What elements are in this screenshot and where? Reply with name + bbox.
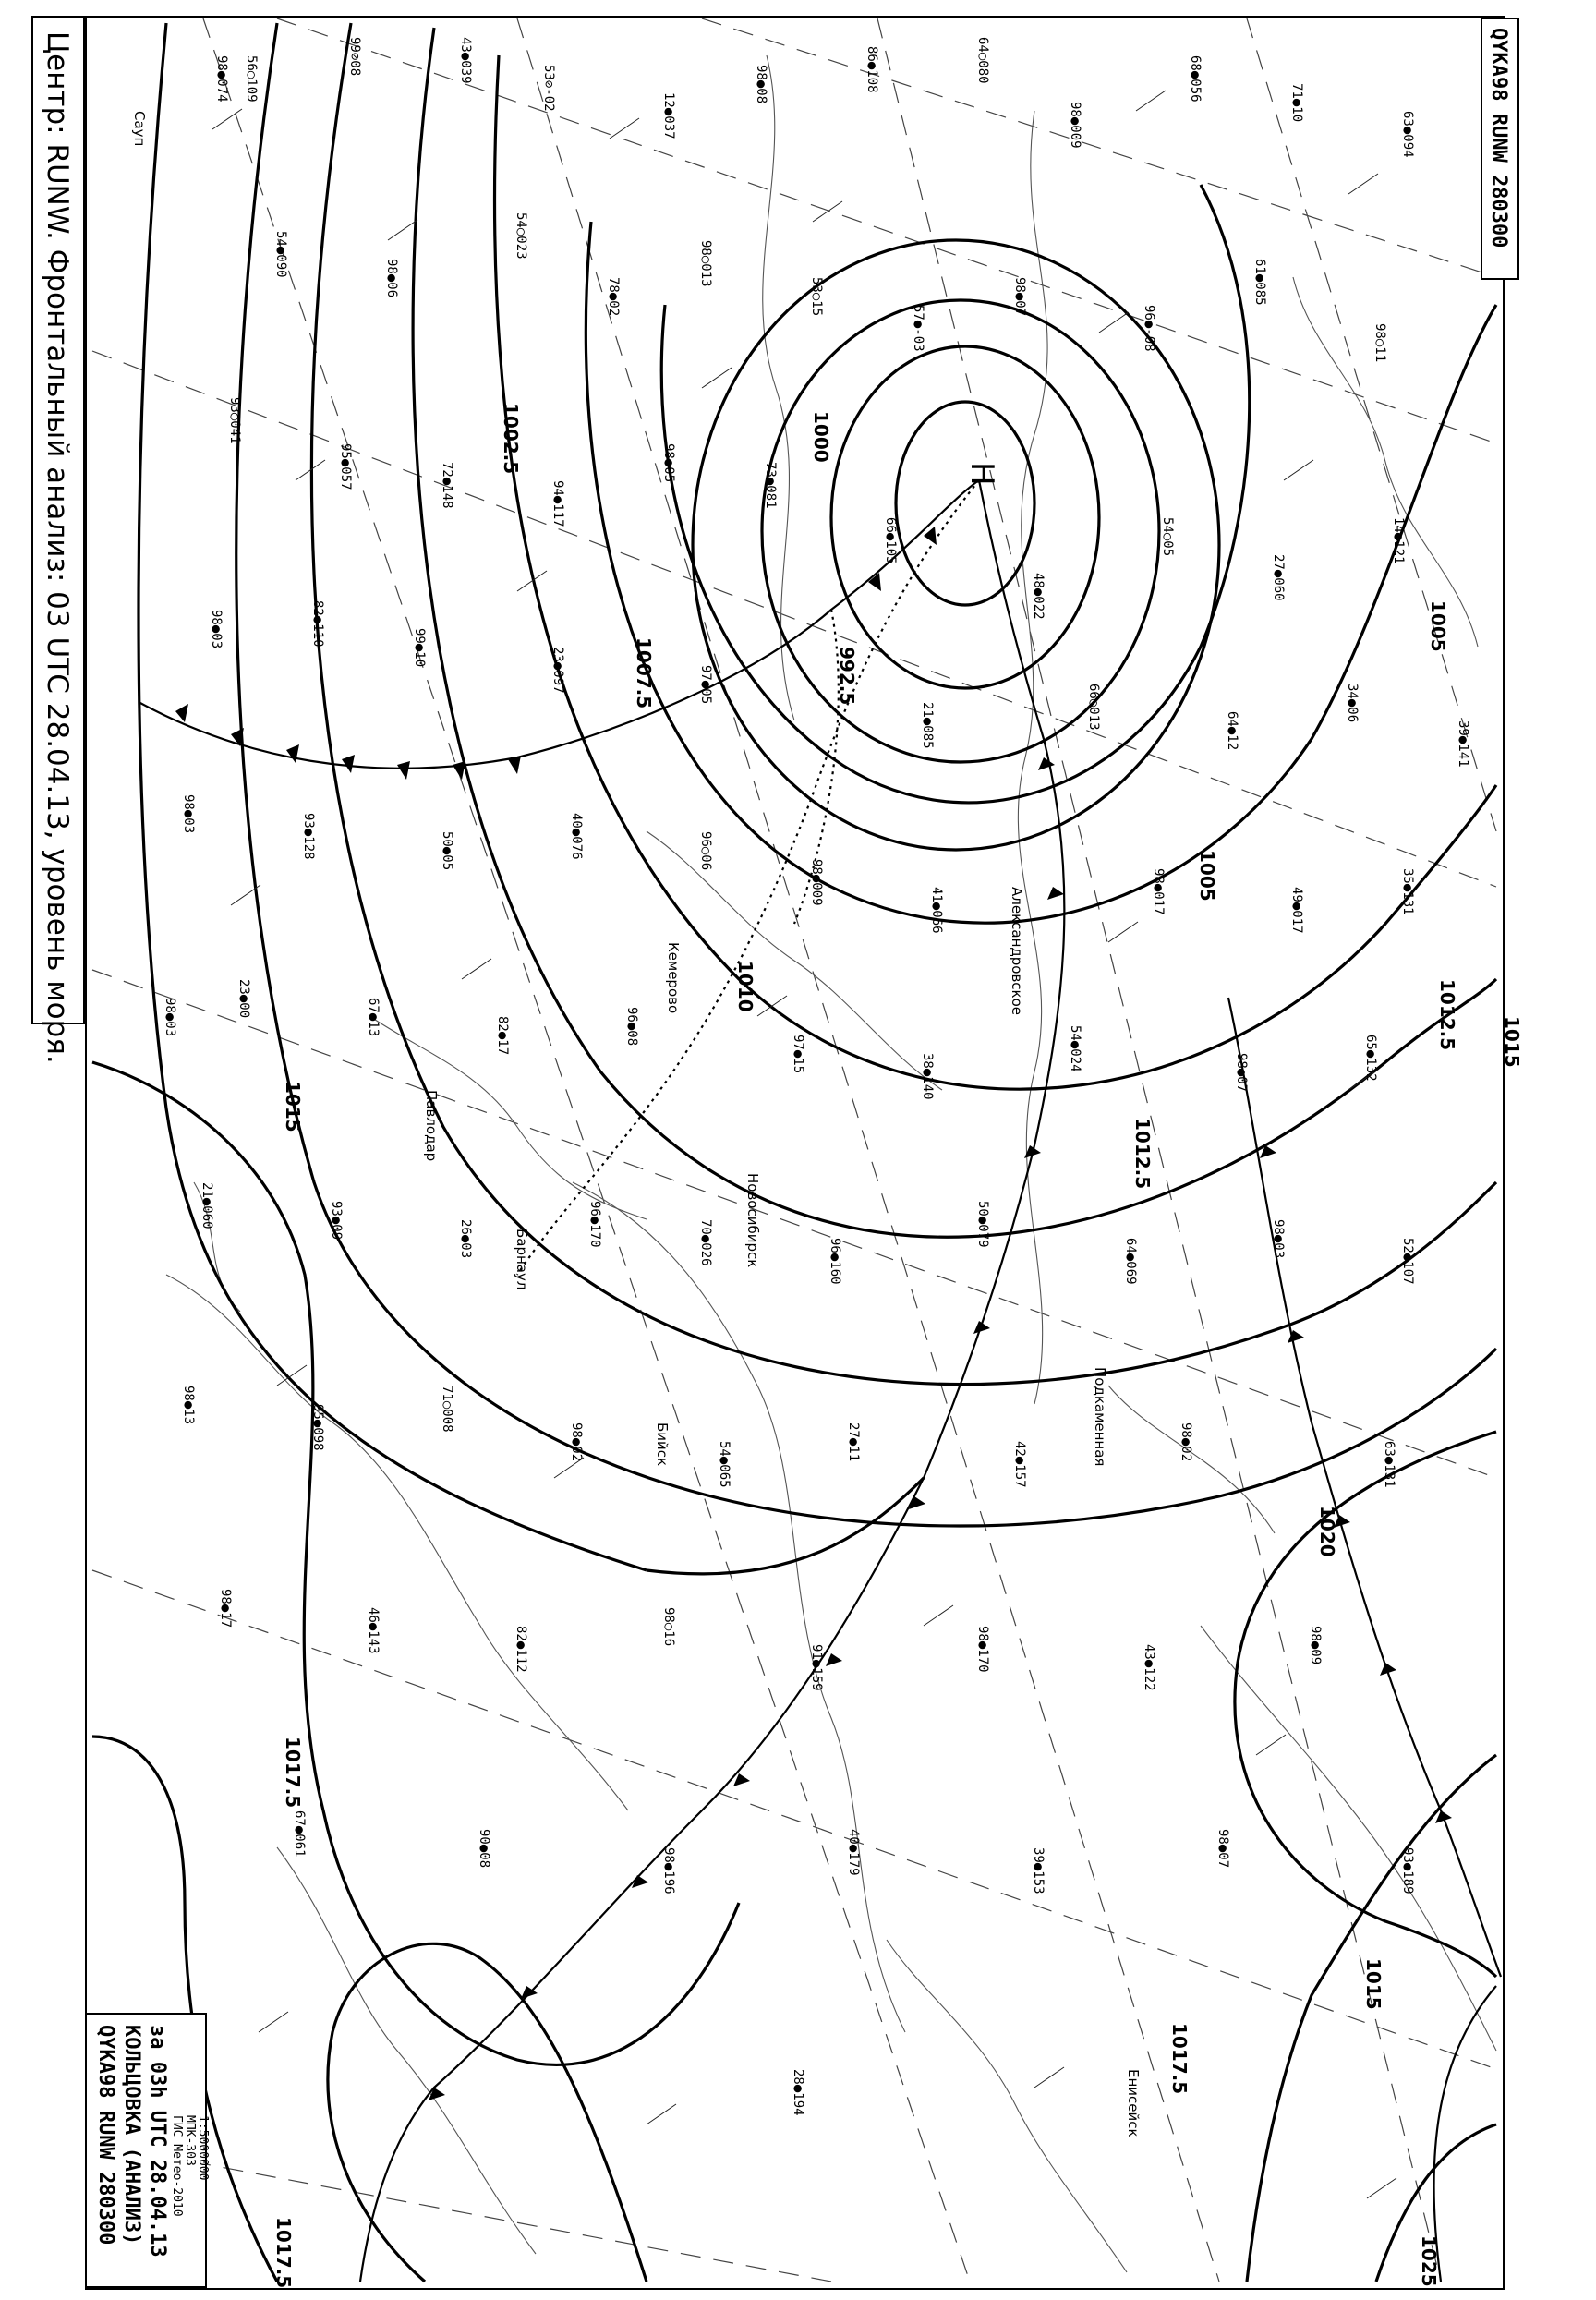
station-plot: 14●121 xyxy=(1391,517,1406,564)
isobar-label: 1002.5 xyxy=(500,403,522,475)
isobar-label: 1000 xyxy=(810,411,832,463)
station-plot: 23●00 xyxy=(236,979,251,1019)
station-plot: 98●05 xyxy=(661,443,676,483)
station-plot: 50●079 xyxy=(975,1201,990,1248)
station-plot: 98●09 xyxy=(1308,1626,1323,1665)
station-plot: 98●170 xyxy=(975,1626,990,1673)
station-plot: 63●094 xyxy=(1400,111,1415,158)
station-plot: 78●02 xyxy=(606,277,621,317)
station-plot: 98○013 xyxy=(698,240,713,287)
station-plot: 97●15 xyxy=(791,1035,805,1074)
station-plot: 70●026 xyxy=(698,1219,713,1266)
station-plot: 71○008 xyxy=(440,1386,454,1433)
station-plot: 67●061 xyxy=(292,1810,307,1858)
station-plot: 40●179 xyxy=(846,1829,861,1876)
station-plot: 43●122 xyxy=(1142,1644,1156,1691)
station-plot: 93●189 xyxy=(1400,1847,1415,1894)
station-plot: 98●03 xyxy=(1271,1219,1286,1259)
isobar-label: 1012.5 xyxy=(1436,979,1458,1051)
station-plot: 66●105 xyxy=(883,517,898,564)
stamp-line-2: КОЛЬЦОВКА (АНАЛИЗ) xyxy=(120,2025,143,2246)
station-plot: 93○041 xyxy=(227,397,242,444)
station-plot: 95●098 xyxy=(310,1404,325,1451)
station-plot: 64○080 xyxy=(975,37,990,84)
station-plot: 64●12 xyxy=(1225,711,1239,751)
station-plot: 98●03 xyxy=(163,998,177,1037)
header-code-box xyxy=(1481,18,1518,279)
header-code: QYKA98 RUNW 280300 xyxy=(1487,28,1510,248)
station-plot: 73●081 xyxy=(763,462,778,509)
station-plot: 52●107 xyxy=(1400,1238,1415,1285)
station-plot: 27●11 xyxy=(846,1422,861,1462)
station-plot: 54●065 xyxy=(717,1441,732,1488)
station-plot: 82●17 xyxy=(495,1016,510,1056)
station-plot: 34●06 xyxy=(1345,684,1360,723)
isobar-label: 1012.5 xyxy=(1131,1118,1154,1190)
station-plot: 96●-08 xyxy=(1142,305,1156,352)
station-plot: 61●085 xyxy=(1252,259,1267,306)
place-name: Кемерово xyxy=(665,942,682,1014)
station-plot: 99⊘08 xyxy=(347,37,362,77)
station-plot: 65●132 xyxy=(1363,1035,1378,1082)
station-plot: 53⊘-02 xyxy=(541,65,556,112)
station-plot: 98●074 xyxy=(214,55,229,103)
station-plot: 72●148 xyxy=(440,462,454,509)
station-plot: 38●140 xyxy=(920,1053,935,1100)
station-plot: 56○109 xyxy=(244,55,259,103)
station-plot: 98●06 xyxy=(384,259,399,298)
stamp-box xyxy=(86,2014,210,2287)
stamp-line-4: ГИС Метео-2010 xyxy=(170,2115,184,2217)
station-plot: 39●141 xyxy=(1456,720,1470,768)
isobar-label: 1005 xyxy=(1196,850,1218,902)
station-plot: 95●057 xyxy=(338,443,353,490)
station-plot: 26●03 xyxy=(458,1219,473,1259)
station-plot: 40●076 xyxy=(569,813,584,860)
place-name: Барнаул xyxy=(514,1229,530,1290)
station-plot: 98●08 xyxy=(754,65,768,104)
station-plot: 98●017 xyxy=(1151,868,1166,915)
station-plot: 54●024 xyxy=(1068,1025,1082,1072)
station-plot: 96○06 xyxy=(698,831,713,871)
station-plot: 98○11 xyxy=(1372,323,1387,363)
station-plot: 41●066 xyxy=(929,887,944,934)
station-plot: 93●09 xyxy=(329,1201,344,1241)
station-plot: 21●085 xyxy=(920,702,935,749)
station-plot: 66○013 xyxy=(1086,684,1101,731)
place-name: Александровское xyxy=(1009,887,1025,1016)
station-plot: 23●097 xyxy=(550,647,565,694)
isobar-label: 992.5 xyxy=(836,647,858,706)
station-plot: 82●112 xyxy=(514,1626,528,1673)
stamp-line-1: QYKA98 RUNW 280300 xyxy=(94,2025,117,2246)
isobar-label: 1017.5 xyxy=(282,1737,304,1809)
map-title: Центр: RUNW. Фронтальный анализ: 03 UTC 28.04.13, уровень моря. xyxy=(41,31,74,1064)
stamp-line-6: 1:5000000 xyxy=(196,2115,210,2181)
isobar-label: 1005 xyxy=(1427,600,1449,652)
station-plot: 12●037 xyxy=(661,92,676,139)
station-plot: 98●009 xyxy=(1068,102,1082,149)
station-plot: 21●060 xyxy=(200,1182,214,1229)
station-plot: 50●05 xyxy=(440,831,454,871)
station-plot: 98●07 xyxy=(1215,1829,1230,1869)
isobar-label: 1017.5 xyxy=(1168,2023,1191,2095)
station-plot: 27●060 xyxy=(1271,554,1286,601)
station-plot: 98●02 xyxy=(569,1422,584,1462)
station-plot: 93●128 xyxy=(301,813,316,860)
isobar-label: 1015 xyxy=(282,1081,304,1132)
station-plot: 96●170 xyxy=(587,1201,602,1248)
station-plot: 98●07 xyxy=(1234,1053,1249,1093)
low-pressure-center-label: Н xyxy=(963,462,1000,486)
place-name: Енисейск xyxy=(1125,2069,1142,2137)
station-plot: 71●10 xyxy=(1289,83,1304,123)
place-name: Сауп xyxy=(131,111,148,147)
station-plot: 43●039 xyxy=(458,37,473,84)
station-plot: 99●10 xyxy=(412,628,427,668)
place-name: Новосибирск xyxy=(744,1173,761,1268)
place-name: Павлодар xyxy=(423,1090,440,1162)
station-plot: 98●009 xyxy=(809,859,824,906)
station-plot: 54○05 xyxy=(1160,517,1175,557)
station-plot: 63●131 xyxy=(1382,1441,1396,1488)
station-plot: 68●056 xyxy=(1188,55,1203,103)
isobar-label: 1015 xyxy=(1362,1958,1384,2010)
stamp-line-3: за 03h UTC 28.04.13 xyxy=(146,2025,169,2258)
station-plot: 82●110 xyxy=(310,600,325,648)
station-plot: 94●117 xyxy=(550,480,565,527)
map-title-box xyxy=(32,17,84,1064)
station-plot: 48●022 xyxy=(1031,573,1046,620)
station-plot: 91●159 xyxy=(809,1644,824,1691)
station-plot: 49●017 xyxy=(1289,887,1304,934)
station-plot: 42●157 xyxy=(1012,1441,1027,1488)
station-plot: 90●08 xyxy=(477,1829,491,1869)
place-name: Бийск xyxy=(654,1422,671,1467)
isobar-label: 1007.5 xyxy=(633,637,655,709)
place-name: Подкаменная xyxy=(1092,1367,1108,1467)
station-plot: 86●108 xyxy=(864,46,879,93)
station-plot: 98●03 xyxy=(181,794,196,834)
station-plot: 67●13 xyxy=(366,998,381,1037)
stamp-line-5: МПК-303 xyxy=(183,2115,197,2166)
station-plot: 96●160 xyxy=(828,1238,842,1285)
station-plot: 98○16 xyxy=(661,1607,676,1647)
isobar-label: 1025 xyxy=(1418,2235,1440,2287)
isobar-label: 1010 xyxy=(734,961,756,1012)
station-plot: 57●-03 xyxy=(911,305,925,352)
station-plot: 54●090 xyxy=(273,231,288,278)
station-plot: 46●143 xyxy=(366,1607,381,1654)
station-plot: 35●131 xyxy=(1400,868,1415,915)
station-plot: 39●153 xyxy=(1031,1847,1046,1894)
station-plot: 98●03 xyxy=(209,610,224,649)
isobar-label: 1020 xyxy=(1316,1506,1338,1557)
isobar-label: 1017.5 xyxy=(272,2217,295,2289)
station-plot: 97●05 xyxy=(698,665,713,705)
isobar-label: 1015 xyxy=(1501,1016,1523,1068)
station-plot: 96●08 xyxy=(624,1007,639,1047)
station-plot: 98●02 xyxy=(1179,1422,1193,1462)
station-plot: 54○023 xyxy=(514,212,528,260)
station-plot: 98●17 xyxy=(218,1589,233,1628)
station-plot: 64●069 xyxy=(1123,1238,1138,1285)
station-plot: 98●196 xyxy=(661,1847,676,1894)
station-plot: 28●194 xyxy=(791,2069,805,2116)
station-plot: 53○15 xyxy=(809,277,824,317)
station-plot: 98●13 xyxy=(181,1386,196,1425)
station-plot: 98●07 xyxy=(1012,277,1027,317)
